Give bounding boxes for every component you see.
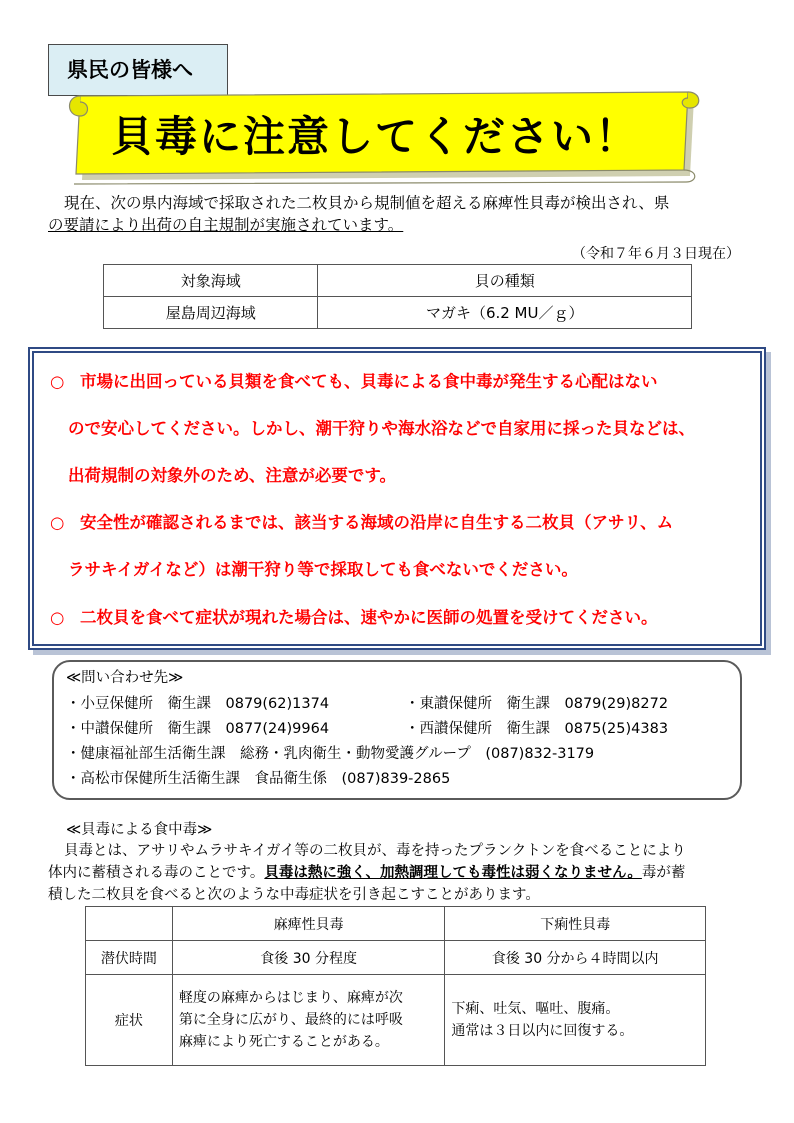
poisoning-bold-warning: 貝毒は熱に強く、加熱調理しても毒性は弱くなりません。 [264, 865, 642, 881]
table-header-cell [86, 907, 173, 941]
table-cell: マガキ（6.2 MU／ｇ） [318, 297, 692, 329]
table-header-cell: 貝の種類 [318, 265, 692, 297]
contact-line: ・中讃保健所 衛生課 0877(24)9964 [66, 721, 330, 737]
area-table [103, 264, 692, 329]
table-cell: 屋島周辺海域 [104, 297, 318, 329]
intro-paragraph [48, 192, 748, 236]
warning-item-3 [50, 594, 750, 641]
contact-line: ・西讃保健所 衛生課 0875(25)4383 [405, 721, 669, 737]
poisoning-line-2: 体内に蓄積される毒のことです。 [48, 865, 265, 881]
table-row [86, 975, 706, 1066]
banner-title: 貝毒に注意してください！ [110, 112, 639, 161]
warning-text: 市場に出回っている貝類を食べても、貝毒による食中毒が発生する心配はない [80, 372, 658, 391]
warning-text: 安全性が確認されるまでは、該当する海域の沿岸に自生する二枚貝（アサリ、ム [80, 513, 674, 532]
symptom-table [85, 906, 706, 1066]
table-cell [172, 975, 445, 1066]
warning-text: ラサキイガイなど）は潮干狩り等で採取しても食べないでください。 [68, 560, 578, 579]
circle-bullet-icon: ○ [50, 513, 65, 532]
intro-line-1: 現在、次の県内海域で採取された二枚貝から規制値を超える麻痺性貝毒が検出され、県 [64, 194, 670, 212]
contact-line: ・健康福祉部生活衛生課 総務・乳肉衛生・動物愛護グループ (087)832-3179 [66, 746, 595, 762]
cell-line: 軽度の麻痺からはじまり、麻痺が次 [178, 990, 403, 1006]
warning-text: ので安心してください。しかし、潮干狩りや海水浴などで自家用に採った貝などは、 [68, 419, 695, 438]
warning-text: 出荷規制の対象外のため、注意が必要です。 [68, 466, 397, 485]
intro-line-2: の要請により出荷の自主規制が実施されています。 [48, 216, 404, 234]
as-of-date: （令和７年６月３日現在） [572, 246, 740, 262]
poisoning-heading: ≪貝毒による食中毒≫ [66, 822, 213, 838]
contact-heading: ≪問い合わせ先≫ [66, 670, 184, 686]
contact-line: ・高松市保健所生活衛生課 食品衛生係 (087)839-2865 [66, 771, 451, 787]
contact-line: ・小豆保健所 衛生課 0879(62)1374 [66, 696, 330, 712]
table-row [86, 941, 706, 975]
table-cell: 症状 [86, 975, 173, 1066]
table-cell [445, 975, 706, 1066]
cell-line: 下痢、吐気、嘔吐、腹痛。 [451, 1001, 620, 1017]
table-cell: 食後 30 分程度 [172, 941, 445, 975]
circle-bullet-icon: ○ [50, 372, 65, 391]
warning-item-1 [50, 358, 750, 499]
table-row [104, 297, 692, 329]
circle-bullet-icon: ○ [50, 608, 65, 627]
poisoning-line-1: 貝毒とは、アサリやムラサキイガイ等の二枚貝が、毒を持ったプランクトンを食べることにより [64, 843, 686, 859]
contact-line: ・東讃保健所 衛生課 0879(29)8272 [405, 696, 669, 712]
table-header-cell: 麻痺性貝毒 [172, 907, 445, 941]
warning-text: 二枚貝を食べて症状が現れた場合は、速やかに医師の処置を受けてください。 [80, 608, 658, 627]
poisoning-line-3: 積した二枚貝を食べると次のような中毒症状を引き起こすことがあります。 [48, 887, 540, 903]
table-header-cell: 下痢性貝毒 [445, 907, 706, 941]
table-cell: 食後 30 分から４時間以内 [445, 941, 706, 975]
table-header-row [86, 907, 706, 941]
table-cell: 潜伏時間 [86, 941, 173, 975]
table-header-cell: 対象海域 [104, 265, 318, 297]
cell-line: 第に全身に広がり、最終的には呼吸 [178, 1012, 403, 1028]
poisoning-paragraph [48, 840, 748, 906]
cell-line: 通常は３日以内に回復する。 [451, 1023, 634, 1039]
table-header-row [104, 265, 692, 297]
cell-line: 麻痺により死亡することがある。 [178, 1034, 389, 1050]
audience-label: 県民の皆様へ [48, 44, 228, 96]
poisoning-line-2-tail: 毒が蓄 [641, 865, 686, 881]
warning-item-2 [50, 499, 750, 593]
